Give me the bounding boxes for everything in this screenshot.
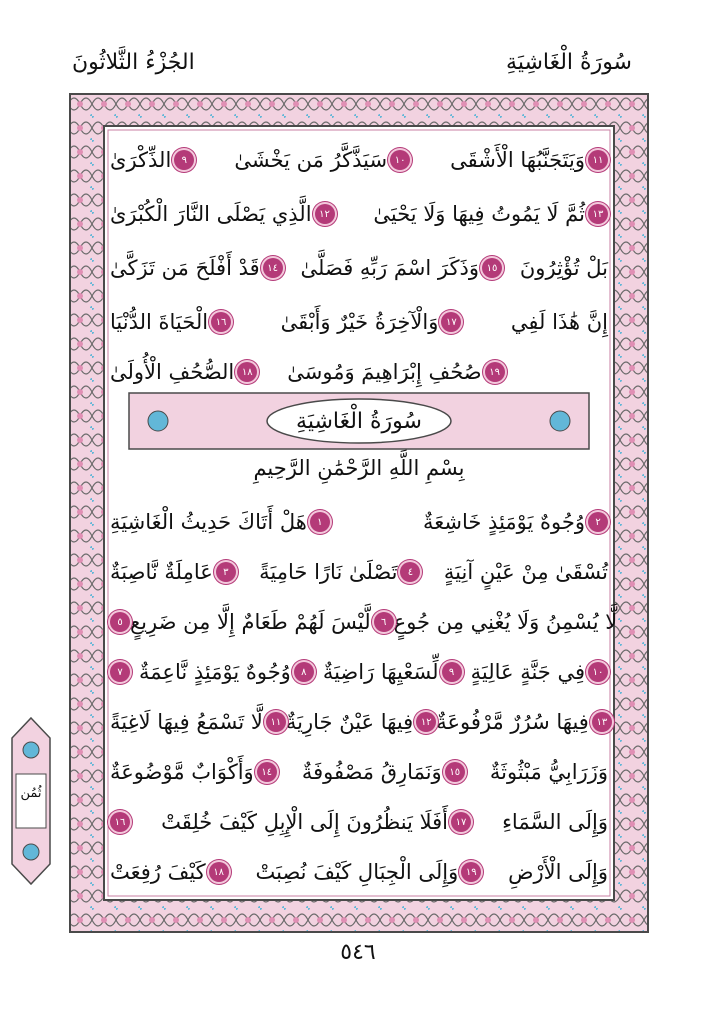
verse-text: فِي جَنَّةٍ عَالِيَةٍ: [470, 660, 585, 684]
ayah-number-marker: ١٢: [416, 712, 436, 732]
verse-text: وَزَرَابِيُّ مَبْثُوثَةٌ: [489, 760, 608, 784]
text-line: [110, 802, 608, 842]
verse-text: كَيْفَ رُفِعَتْ: [110, 860, 206, 884]
verse-text: قَدْ أَفْلَحَ مَن تَزَكَّىٰ: [110, 256, 260, 280]
ayah-number-marker: ١٤: [257, 762, 277, 782]
text-block-bottom: [110, 494, 618, 894]
ayah-number-marker: ١٧: [441, 312, 461, 332]
verse-text: وَنَمَارِقُ مَصْفُوفَةٌ: [301, 760, 442, 784]
ayah-number-marker: ١: [310, 512, 330, 532]
text-line: [110, 702, 608, 742]
basmala: بِسْمِ اللَّهِ الرَّحْمَٰنِ الرَّحِيمِ: [253, 456, 465, 480]
verse-text: وَإِلَى الْجِبَالِ كَيْفَ نُصِبَتْ: [255, 860, 459, 884]
verse-text: تَصْلَىٰ نَارًا حَامِيَةً: [259, 560, 398, 584]
ayah-number-marker: ١٥: [482, 258, 502, 278]
ayah-number-marker: ١٤: [263, 258, 283, 278]
verse-text: ثُمَّ لَا يَمُوتُ فِيهَا وَلَا يَحْيَىٰ: [373, 202, 585, 226]
text-line: [110, 248, 608, 288]
verse-text: فِيهَا سُرُرٌ مَّرْفُوعَةٌ: [436, 710, 589, 734]
verse-text: الْحَيَاةَ الدُّنْيَا: [110, 310, 209, 334]
verse-text: وُجُوهٌ يَوْمَئِذٍ نَّاعِمَةٌ: [139, 660, 291, 684]
ayah-number-marker: ١٦: [211, 312, 231, 332]
verse-text: لَّا يُسْمِنُ وَلَا يُغْنِي مِن جُوعٍ: [393, 610, 618, 634]
verse-text: وَذَكَرَ اسْمَ رَبِّهِ فَصَلَّىٰ: [300, 256, 479, 280]
verse-text: وُجُوهٌ يَوْمَئِذٍ خَاشِعَةٌ: [423, 510, 585, 534]
text-line: [110, 602, 618, 642]
verse-text: لَّيْسَ لَهُمْ طَعَامٌ إِلَّا مِن ضَرِيعٍ: [130, 610, 371, 634]
text-line: [110, 140, 608, 180]
verse-text: وَالْآخِرَةُ خَيْرٌ وَأَبْقَىٰ: [280, 310, 439, 334]
ayah-number-marker: ١٢: [315, 204, 335, 224]
ayah-number-marker: ٩: [174, 150, 194, 170]
hizb-marker-label: ثُمُن: [20, 786, 42, 801]
text-line: [110, 302, 608, 342]
ayah-number-marker: ١٦: [110, 812, 130, 832]
verse-text: الصُّحُفِ الْأُولَىٰ: [110, 360, 235, 384]
verse-text: لِّسَعْيِهَا رَاضِيَةٌ: [322, 660, 439, 684]
verse-text: وَيَتَجَنَّبُهَا الْأَشْقَى: [450, 148, 585, 172]
text-line: [110, 752, 608, 792]
ayah-number-marker: ١٩: [461, 862, 481, 882]
ayah-number-marker: ٦: [374, 612, 394, 632]
ayah-number-marker: ١٣: [592, 712, 612, 732]
verse-text: سَيَذَّكَّرُ مَن يَخْشَىٰ: [234, 148, 388, 172]
ayah-number-marker: ١٨: [237, 362, 257, 382]
surah-title: سُورَةُ الْغَاشِيَةِ: [296, 408, 422, 434]
ayah-number-marker: ١٩: [485, 362, 505, 382]
verse-text: وَإِلَى الْأَرْضِ: [508, 860, 608, 884]
verse-text: لَّا تَسْمَعُ فِيهَا لَاغِيَةً: [110, 710, 263, 734]
verse-text: صُحُفِ إِبْرَاهِيمَ وَمُوسَىٰ: [287, 360, 482, 384]
ayah-number-marker: ٢: [588, 512, 608, 532]
ayah-number-marker: ٩: [442, 662, 462, 682]
verse-text: هَلْ أَتَاكَ حَدِيثُ الْغَاشِيَةِ: [110, 510, 307, 534]
verse-text: بَلْ تُؤْثِرُونَ: [519, 256, 608, 280]
ayah-number-marker: ١٣: [588, 204, 608, 224]
verse-text: الَّذِي يَصْلَى النَّارَ الْكُبْرَىٰ: [110, 202, 312, 226]
ayah-number-marker: ١٨: [209, 862, 229, 882]
verse-text: أَفَلَا يَنظُرُونَ إِلَى الْإِبِلِ كَيْفَ خُلِقَتْ: [161, 810, 448, 834]
header-juz-name: الجُزْءُ الثَّلاثُونَ: [72, 50, 195, 75]
verse-text: عَامِلَةٌ نَّاصِبَةٌ: [110, 560, 213, 584]
verse-text: وَأَكْوَابٌ مَّوْضُوعَةٌ: [110, 760, 254, 784]
ayah-number-marker: ١١: [588, 150, 608, 170]
ayah-number-marker: ١٥: [445, 762, 465, 782]
verse-text: تُسْقَىٰ مِنْ عَيْنٍ آنِيَةٍ: [443, 560, 608, 584]
text-line: [110, 652, 608, 692]
hizb-side-ornament: [6, 716, 56, 886]
ayah-number-marker: ١١: [266, 712, 286, 732]
ayah-number-marker: ١٧: [451, 812, 471, 832]
text-line: [110, 194, 608, 234]
ayah-number-marker: ٣: [216, 562, 236, 582]
verse-text: إِنَّ هَٰذَا لَفِي: [510, 310, 608, 334]
page-number: ٥٤٦: [340, 940, 376, 965]
text-line: [110, 852, 608, 892]
ayah-number-marker: ٨: [294, 662, 314, 682]
ayah-number-marker: ١٠: [588, 662, 608, 682]
text-line: [110, 552, 608, 592]
ayah-number-marker: ٤: [400, 562, 420, 582]
verse-text: الذِّكْرَىٰ: [110, 148, 172, 172]
text-line: [110, 352, 608, 392]
surah-title-container: [128, 392, 590, 450]
header-surah-name: سُورَةُ الْغَاشِيَةِ: [506, 50, 632, 75]
verse-text: وَإِلَى السَّمَاءِ: [502, 810, 608, 834]
ayah-number-marker: ١٠: [390, 150, 410, 170]
ayah-number-marker: ٥: [110, 612, 130, 632]
text-line: [110, 502, 608, 542]
verse-text: فِيهَا عَيْنٌ جَارِيَةٌ: [285, 710, 414, 734]
ayah-number-marker: ٧: [110, 662, 130, 682]
